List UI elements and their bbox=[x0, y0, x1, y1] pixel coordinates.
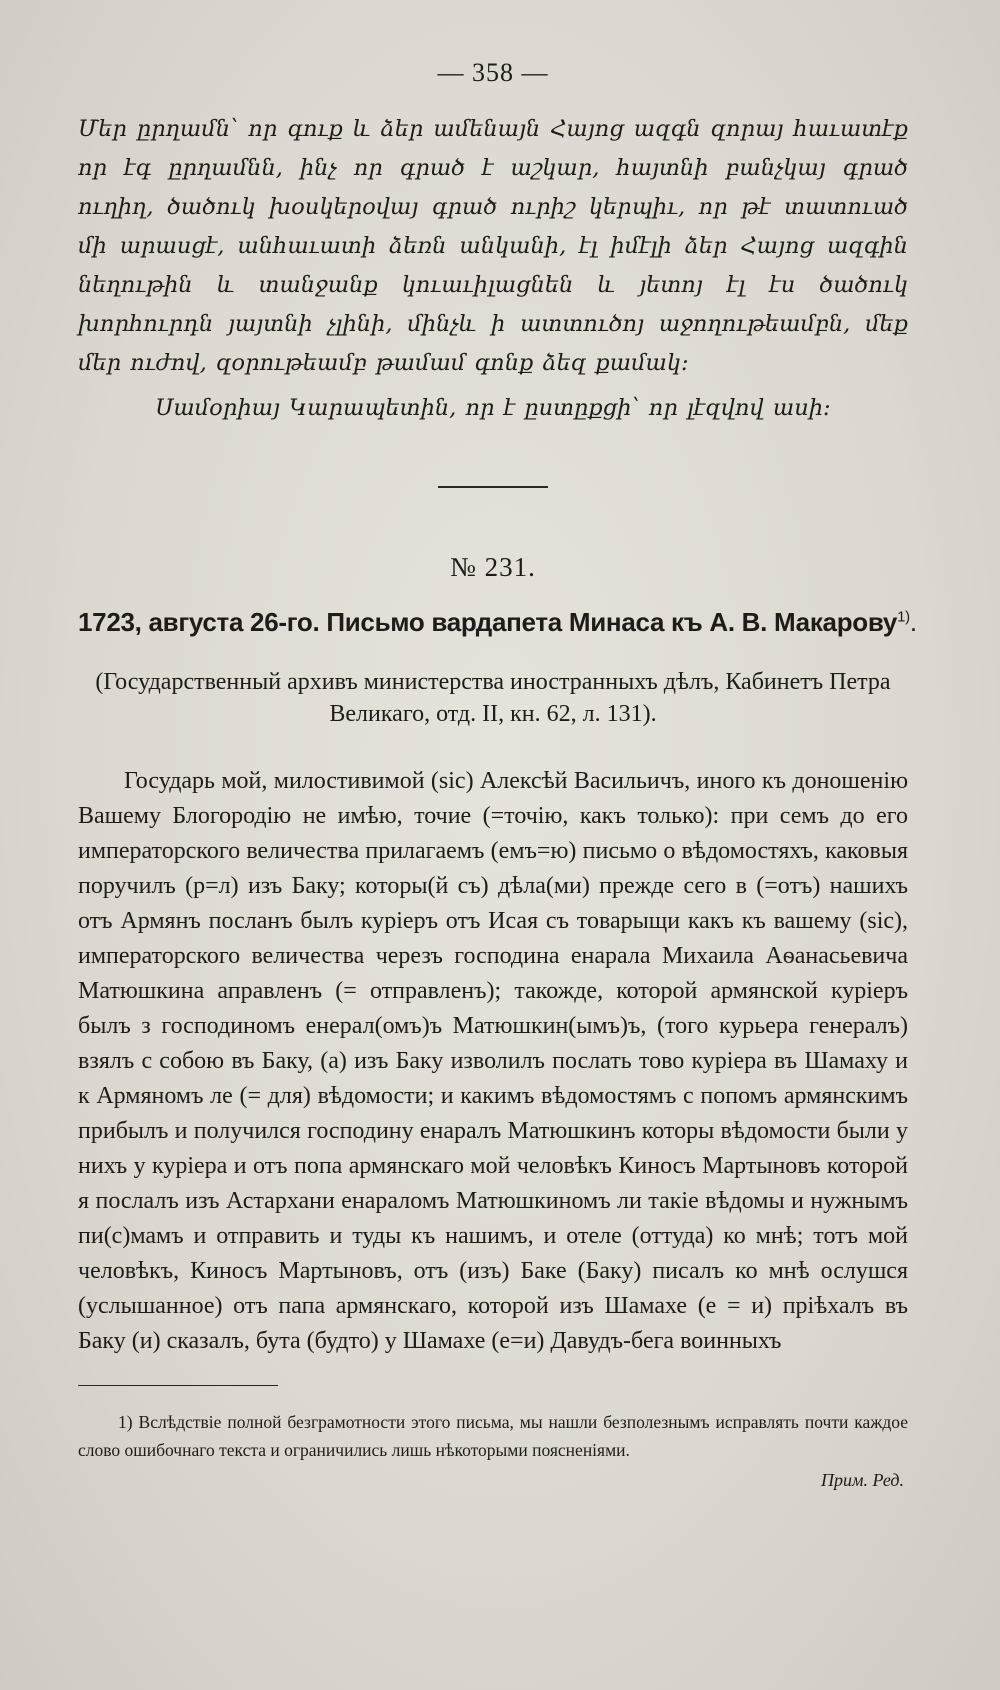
armenian-signature: Սամօրիայ Կարապետին, որ է ըստըքցի՝ որ լէզվով ասի։ bbox=[155, 395, 831, 421]
armenian-text-block bbox=[78, 110, 908, 428]
archive-source: (Государственный архивъ министерства иностранныхъ дѣлъ, Кабинетъ Петра Великаго, отд. II, кн. 62, л. 131). bbox=[95, 669, 891, 727]
footnote-marker: 1) bbox=[897, 608, 910, 626]
armenian-paragraph: Մեր ըրղամն՝ որ գուք և ձեր ամենայն Հայոց ազգն զորայ հաւատէք որ էգ ըրղամնն, ինչ որ գրած է աշկար, հայտնի բանչկայ գրած ուղիղ, ծածուկ խօսկերօվայ գրած ուրիշ կերպիւ, որ թէ տատուած մի արասցէ, անհաւատի ձեռն անկանի, էլ իմէլի ձեր Հայոց ազգին նեղութին և տանջանք կուաւիլացնեն և յետոյ էլ էս ծածուկ խորհուրդն յայտնի չլինի, մինչև ի ատտուծոյ աջողութեամբն, մեք մեր ուժով, զօրութեամբ թամամ գոնք ձեզ քամակ։ bbox=[78, 116, 908, 376]
footnote-signature: Прим. Ред. bbox=[821, 1470, 904, 1490]
document-number: № 231. bbox=[450, 552, 536, 582]
section-divider bbox=[438, 486, 548, 488]
page-number: — 358 — bbox=[437, 58, 549, 87]
document-title-text: 1723, августа 26-го. Письмо вардапета Минаса къ А. В. Макарову bbox=[78, 607, 898, 637]
footnote-divider bbox=[78, 1385, 278, 1386]
letter-body: Государь мой, милостивимой (sic) Алексѣй Васильичъ, иного къ доношенію Вашему Блогородію не имѣю, точие (=точію, какъ только): при семъ до его императорского величества прилагаемъ (емъ=ю) письмо о вѣдомостяхъ, каковыя поручилъ (р=л) изъ Баку; которы(й съ) дѣла(ми) прежде сего в (=отъ) нашихъ отъ Армянъ посланъ былъ куріеръ отъ Исая съ товарыщи какъ къ вашему (sic), императорского величества черезъ господина енарала Михаила Аѳанасьевича Матюшкина аправленъ (= отправленъ); такожде, которой армянской куріеръ былъ з господиномъ енерал(омъ)ъ Матюшкин(ымъ)ъ, (того курьера генералъ) взялъ с собою въ Баку, (а) изъ Баку изволилъ послать тово куріера въ Шамаху и к Армяномъ ле (= для) вѣдомости; и какимъ вѣдомостямъ с попомъ армянскимъ прибылъ и получился господину енаралъ Матюшкинъ которы вѣдомости были у нихъ у куріера и отъ попа армянскаго мой человѣкъ Киносъ Мартыновъ которой я послалъ изъ Астархани енараломъ Матюшкиномъ ли такіе вѣдомы и нужнымъ пи(с)мамъ и отправить и туды къ нашимъ, и отеле (оттуда) ко мнѣ; тотъ мой человѣкъ, Киносъ Мартыновъ, отъ (изъ) Баке (Баку) писалъ ко мнѣ ослушся (услышанное) отъ папа армянскаго, которой изъ Шамахе (е = и) пріѣхалъ въ Баку (и) сказалъ, бута (будто) у Шамахе (е=и) Давудъ-бега воинныхъ bbox=[78, 768, 908, 1354]
footnote-text: 1) Вслѣдствіе полной безграмотности этого письма, мы нашли безполезнымъ исправлять почти каждое слово ошибочнаго текста и ограничились лишь нѣкоторыми поясненіями. bbox=[78, 1412, 908, 1460]
document-title-end: . bbox=[909, 607, 917, 637]
document-title bbox=[78, 607, 917, 638]
